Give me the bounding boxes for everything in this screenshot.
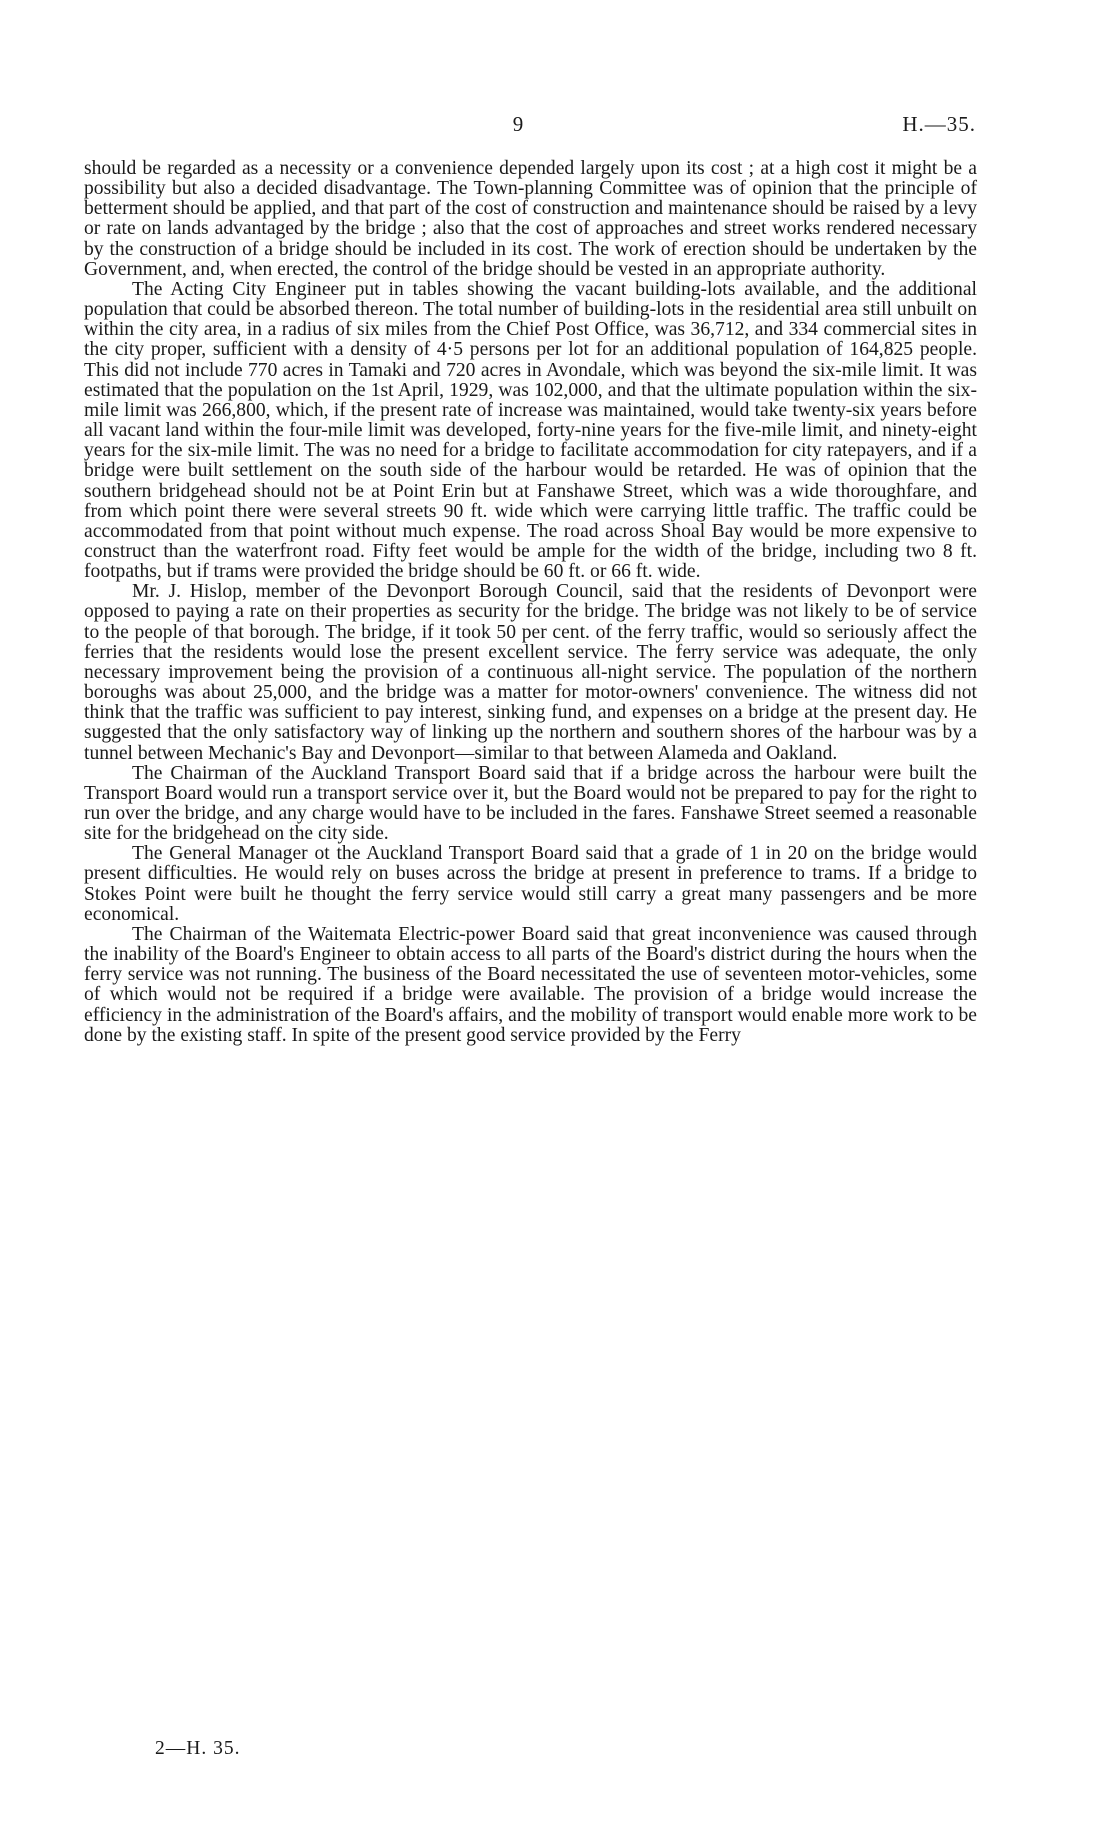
paragraph: The Acting City Engineer put in tables showing the vacant building-lots available, and the additional population that could be absorbed thereon. The total number of building-lots in the residential area still unbuilt on within the city area, in a radius of six miles from the Chief Post Office, was 36,712, and 334 commercial sites in the city proper, sufficient with a density of 4·5 persons per lot for an additional population of 164,825 people. This did not include 770 acres in Tamaki and 720 acres in Avondale, which was beyond the six-mile limit. It was estimated that the population on the 1st April, 1929, was 102,000, and that the ultimate population within the six-mile limit was 266,800, which, if the present rate of increase was maintained, would take twenty-six years before all vacant land within the four-mile limit was developed, forty-nine years for the five-mile limit, and ninety-eight years for the six-mile limit. The was no need for a bridge to facilitate accommodation for city ratepayers, and if a bridge were built settlement on the south side of the harbour would be retarded. He was of opinion that the southern bridgehead should not be at Point Erin but at Fanshawe Street, which was a wide thoroughfare, and from which point there were several streets 90 ft. wide which were carrying little traffic. The traffic could be accommodated from that point without much expense. The road across Shoal Bay would be more expensive to construct than the waterfront road. Fifty feet would be ample for the width of the bridge, including two 8 ft. footpaths, but if trams were provided the bridge should be 60 ft. or 66 ft. wide. (84, 278, 977, 583)
paragraph: The Chairman of the Waitemata Electric-power Board said that great inconvenience was caused through the inability of the Board's Engineer to obtain access to all parts of the Board's district during the hours when the ferry service was not running. The business of the Board necessitated the use of seventeen motor-vehicles, some of which would not be required if a bridge were available. The provision of a bridge would increase the efficiency in the administration of the Board's affairs, and the mobility of transport would enable more work to be done by the existing staff. In spite of the present good service provided by the Ferry (84, 923, 977, 1046)
paragraph: should be regarded as a necessity or a convenience depended largely upon its cost ; at a high cost it might be a possibility but also a decided disadvantage. The Town-planning Committee was of opinion that the principle of betterment should be applied, and that part of the cost of construction and maintenance should be raised by a levy or rate on lands advantaged by the bridge ; also that the cost of approaches and street works rendered necessary by the construction of a bridge should be included in its cost. The work of erection should be undertaken by the Government, and, when erected, the control of the bridge should be vested in an appropriate authority. (84, 158, 977, 280)
paragraph: The Chairman of the Auckland Transport Board said that if a bridge across the harbour were built the Transport Board would run a transport service over it, but the Board would not be prepared to pay for the right to run over the bridge, and any charge would have to be included in the fares. Fanshawe Street seemed a reasonable site for the bridgehead on the city side. (84, 762, 977, 845)
printer-signature: 2—H. 35. (155, 1738, 241, 1759)
body-text (84, 159, 977, 1046)
page-number: 9 (512, 112, 524, 136)
document-reference: H.—35. (902, 112, 976, 136)
paragraph: Mr. J. Hislop, member of the Devonport Borough Council, said that the residents of Devonport were opposed to paying a rate on their properties as security for the bridge. The bridge was not likely to be of service to the people of that borough. The bridge, if it took 50 per cent. of the ferry traffic, would so seriously affect the ferries that the residents would lose the present excellent service. The ferry service was adequate, the only necessary improvement being the provision of a continuous all-night service. The population of the northern boroughs was about 25,000, and the bridge was a matter for motor-owners' convenience. The witness did not think that the traffic was sufficient to pay interest, sinking fund, and expenses on a bridge at the present day. He suggested that the only satisfactory way of linking up the northern and southern shores of the harbour was by a tunnel between Mechanic's Bay and Devonport—similar to that between Alameda and Oakland. (84, 581, 977, 764)
paragraph: The General Manager ot the Auckland Transport Board said that a grade of 1 in 20 on the bridge would present difficulties. He would rely on buses across the bridge at present in preference to trams. If a bridge to Stokes Point were built he thought the ferry service would still carry a great many passengers and be more economical. (84, 843, 977, 925)
